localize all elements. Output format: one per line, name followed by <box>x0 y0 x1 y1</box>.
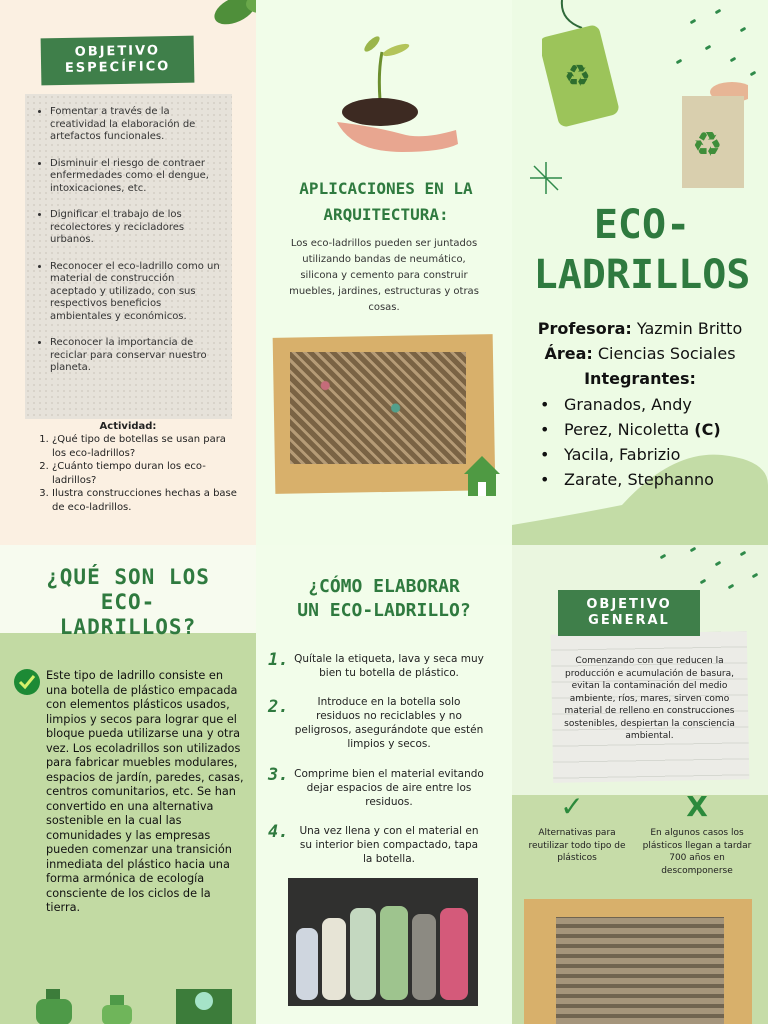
step-number: 1. <box>268 650 289 670</box>
list-item: • Zarate, Stephanno <box>540 467 760 492</box>
eco-house-icon <box>460 452 504 500</box>
integrantes-list <box>540 392 760 492</box>
que-son-body: Este tipo de ladrillo consiste en una botella de plástico empacada con elementos plásticos usados, limpios y secos para lograr que el bloque pueda utilizarse una y otra vez. Los ecoladrillos son utilizados para fabricar muebles modulares, espacios de jardín, paredes, casas, centros comunitarios, etc. Se han convertido en una alternativa sostenible en la cual las comunidades y las empresas pueden comenzar una transición inmediata del plástico hacia una forma armónica de ecología consciente de los ciclos de la tierra. <box>46 669 244 914</box>
checkmark-icon: ✓ <box>560 790 584 823</box>
list-item: • Dignificar el trabajo de los recolectores y recicladores urbanos. <box>50 209 222 247</box>
eco-brick-building-photo <box>556 917 724 1024</box>
leaf-decoration <box>205 0 256 35</box>
list-item: • Reconocer el eco-ladrillo como un material de construcción aceptado y utilizado, con sus respectivos beneficios ambientales y económicos. <box>50 261 222 324</box>
list-item: • Disminuir el riesgo de contraer enfermedades como el dengue, intoxicaciones, etc. <box>50 158 222 196</box>
project-info <box>512 316 768 391</box>
sparkle-doodle <box>526 158 566 198</box>
panel-portada <box>512 0 768 545</box>
list-item: • Perez, Nicoletta (C) <box>540 417 760 442</box>
filled-bottles-photo <box>288 878 478 1006</box>
list-item: • Fomentar a través de la creatividad la elaboración de artefactos funcionales. <box>50 106 222 144</box>
panel-que-son <box>0 545 256 1024</box>
step-text: Comprime bien el material evitando dejar espacios de aire entre los residuos. <box>294 768 484 808</box>
cross-icon: X <box>686 790 708 823</box>
sprout-in-hand-illustration <box>332 22 462 157</box>
area-value: Ciencias Sociales <box>597 344 736 363</box>
captain-mark: (C) <box>694 420 721 439</box>
list-item: • Yacila, Fabrizio <box>540 442 760 467</box>
aplicaciones-title: APLICACIONES EN LA ARQUITECTURA: <box>299 179 473 224</box>
step-number: 3. <box>268 765 289 785</box>
list-item: • Granados, Andy <box>540 392 760 417</box>
panel-como-elaborar <box>256 545 512 1024</box>
objetivo-general-body: Comenzando con que reducen la producción e acumulación de basura, evitan la contaminación del medio ambiente, ríos, mares, sirven como material de relleno en construcciones sostenibles, despiertan la consciencia ambiental. <box>564 656 735 741</box>
recycle-bag-icon <box>678 82 748 192</box>
step-text: Introduce en la botella solo residuos no reciclables y no peligrosos, asegurándote que estén limpios y secos. <box>294 696 484 750</box>
aplicaciones-body: Los eco-ladrillos pueden ser juntados utilizando bandas de neumático, silicona y cemento para construir muebles, jardines, estructuras y otras cosas. <box>289 238 479 313</box>
recycle-tag-icon <box>542 0 622 130</box>
alternativas-text: Alternativas para reutilizar todo tipo de plásticos <box>528 828 626 863</box>
panel-aplicaciones <box>256 0 512 545</box>
main-title: ECO- LADRILLOS <box>533 202 751 298</box>
bottles-illustration <box>30 985 256 1024</box>
area-label: Área: <box>544 344 593 363</box>
panel-objetivo-general <box>512 545 768 1024</box>
objetivos-list <box>36 106 222 389</box>
como-elaborar-title: ¿CÓMO ELABORAR UN ECO-LADRILLO? <box>297 576 471 621</box>
eco-brick-wall-photo <box>290 352 466 464</box>
plasticos-text: En algunos casos los plásticos llegan a tardar 700 años en descomponerse <box>642 828 752 876</box>
list-item: 3. Ilustra construcciones hechas a base de eco-ladrillos. <box>52 487 240 514</box>
actividad-list <box>40 433 240 514</box>
list-item: 2. ¿Cuánto tiempo duran los eco-ladrillos? <box>52 460 240 487</box>
step-number: 4. <box>268 822 289 842</box>
step-number: 2. <box>268 697 289 717</box>
panel-objetivo-especifico <box>0 0 256 545</box>
step-text: Una vez llena y con el material en su interior bien compactado, tapa la botella. <box>299 825 479 865</box>
profesora-label: Profesora: <box>537 319 632 338</box>
check-icon <box>14 669 40 695</box>
actividad-title: Actividad: <box>99 421 157 432</box>
objetivo-general-label: OBJETIVO GENERAL <box>558 590 700 636</box>
objetivo-especifico-label: OBJETIVO ESPECÍFICO <box>41 36 195 86</box>
list-item: 1. ¿Qué tipo de botellas se usan para los eco-ladrillos? <box>52 433 240 460</box>
integrantes-label: Integrantes: <box>584 369 696 388</box>
svg-text:♻: ♻ <box>564 59 591 94</box>
profesora-value: Yazmin Britto <box>636 319 743 338</box>
step-text: Quítale la etiqueta, lava y seca muy bien tu botella de plástico. <box>294 653 484 679</box>
svg-text:♻: ♻ <box>692 125 723 165</box>
que-son-title: ¿QUÉ SON LOS ECO- LADRILLOS? <box>46 565 210 639</box>
list-item: • Reconocer la importancia de reciclar para conservar nuestro planeta. <box>50 337 222 375</box>
